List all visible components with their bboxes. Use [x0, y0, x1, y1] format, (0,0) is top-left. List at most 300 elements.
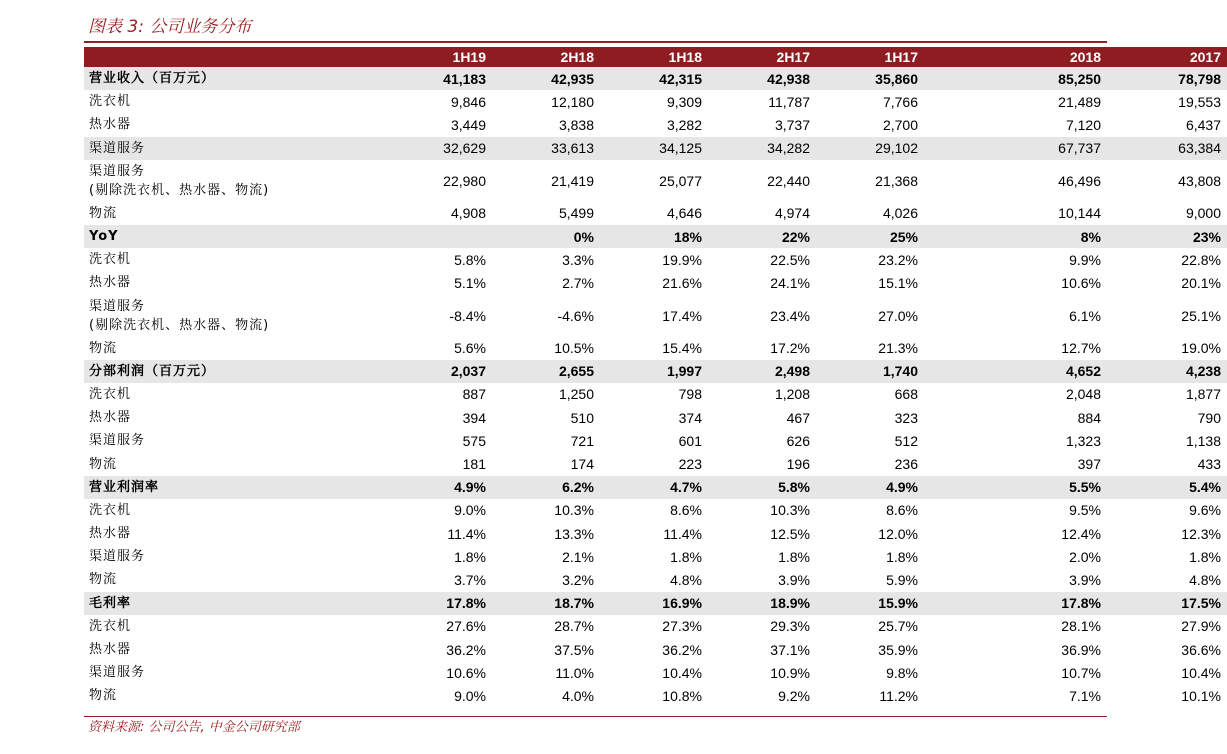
spacer-cell: [924, 615, 987, 638]
table-cell: 19,553: [1178, 93, 1221, 110]
table-cell: 10.8%: [662, 687, 702, 704]
table-cell: 9.2%: [778, 687, 810, 704]
table-cell: 1,997: [666, 363, 702, 380]
table-cell: 32,629: [443, 140, 486, 157]
title-divider: [84, 41, 1107, 43]
table-cell: 9.5%: [1069, 502, 1101, 519]
table-cell: 1.8%: [1189, 548, 1221, 565]
table-cell: 4.0%: [562, 687, 594, 704]
row-label: [84, 568, 384, 591]
table-cell: 23.2%: [878, 251, 918, 268]
table-cell: 36.9%: [1061, 641, 1101, 658]
table-cell: 17.8%: [446, 595, 486, 612]
table-cell: 1.8%: [670, 548, 702, 565]
table-row: [84, 406, 1227, 429]
row-label-line: 渠道服务: [89, 140, 146, 156]
row-label-line: 物流: [89, 688, 118, 704]
row-label: [84, 271, 384, 294]
table-row: [84, 615, 1227, 638]
table-cell: 25.7%: [878, 618, 918, 635]
row-label-line: 洗衣机: [89, 618, 132, 634]
table-cell: 10.3%: [554, 502, 594, 519]
table-cell: 41,183: [443, 70, 486, 87]
table-cell: 22,440: [767, 172, 810, 189]
table-cell: 374: [678, 409, 702, 426]
row-label: [84, 225, 384, 248]
table-cell: 1,138: [1185, 432, 1221, 449]
table-cell: 9.8%: [886, 664, 918, 681]
table-cell: 67,737: [1058, 140, 1101, 157]
table-cell: 17.8%: [1061, 595, 1101, 612]
table-cell: 85,250: [1058, 70, 1101, 87]
table-cell: 236: [894, 456, 918, 473]
table-cell: 223: [678, 456, 702, 473]
spacer-cell: [924, 522, 987, 545]
table-row: [84, 592, 1227, 615]
row-label-line: 洗衣机: [89, 94, 132, 110]
table-cell: 1,877: [1185, 386, 1221, 403]
table-cell: 7,766: [882, 93, 918, 110]
table-cell: 4.7%: [670, 479, 702, 496]
row-label: [84, 452, 384, 475]
spacer-cell: [924, 568, 987, 591]
business-breakdown-table: [84, 47, 1227, 708]
table-cell: 12.0%: [878, 525, 918, 542]
table-cell: 9.6%: [1189, 502, 1221, 519]
table-cell: 3.9%: [778, 571, 810, 588]
table-cell: 12.7%: [1061, 340, 1101, 357]
table-cell: 22.8%: [1181, 251, 1221, 268]
table-cell: 15.9%: [878, 595, 918, 612]
spacer-cell: [924, 406, 987, 429]
table-cell: 36.6%: [1181, 641, 1221, 658]
table-row: [84, 90, 1227, 113]
figure-title: 图表 3: 公司业务分布: [88, 17, 252, 37]
table-cell: 36.2%: [446, 641, 486, 658]
table-cell: 4.8%: [670, 571, 702, 588]
row-label: [84, 545, 384, 568]
table-cell: 21.6%: [662, 274, 702, 291]
table-cell: 9,846: [450, 93, 486, 110]
table-cell: 1,323: [1065, 432, 1101, 449]
row-label-line: 洗衣机: [89, 386, 132, 402]
table-cell: 884: [1077, 409, 1101, 426]
table-cell: 3.7%: [454, 571, 486, 588]
table-row: [84, 248, 1227, 271]
row-label-line: 热水器: [89, 642, 132, 658]
row-label: [84, 337, 384, 360]
table-cell: 668: [894, 386, 918, 403]
table-cell: 3,282: [666, 116, 702, 133]
table-cell: 601: [678, 432, 702, 449]
table-cell: 29,102: [875, 140, 918, 157]
table-cell: 28.7%: [554, 618, 594, 635]
table-cell: 5.8%: [778, 479, 810, 496]
table-cell: 36.2%: [662, 641, 702, 658]
row-label-line: (剔除洗衣机、热水器、物流): [89, 317, 270, 333]
table-cell: 12,180: [551, 93, 594, 110]
row-label: [84, 295, 384, 337]
table-cell: 43,808: [1178, 172, 1221, 189]
table-cell: 887: [462, 386, 486, 403]
table-cell: 17.4%: [662, 307, 702, 324]
row-label-line: 渠道服务: [89, 549, 146, 565]
table-row: [84, 476, 1227, 499]
spacer-cell: [924, 592, 987, 615]
row-label: [84, 113, 384, 136]
table-cell: 790: [1197, 409, 1221, 426]
table-cell: 626: [786, 432, 810, 449]
table-row: [84, 113, 1227, 136]
table-cell: 5,499: [558, 205, 594, 222]
spacer-cell: [924, 476, 987, 499]
table-cell: 21,419: [551, 172, 594, 189]
table-cell: 5.1%: [454, 274, 486, 291]
table-cell: 10.6%: [446, 664, 486, 681]
column-header: 1H17: [884, 49, 918, 65]
table-cell: 46,496: [1058, 172, 1101, 189]
table-cell: 7.1%: [1069, 687, 1101, 704]
table-cell: 17.5%: [1181, 595, 1221, 612]
column-header: 2017: [1189, 49, 1221, 65]
table-cell: 23%: [1192, 228, 1221, 245]
table-cell: 3,838: [558, 116, 594, 133]
table-cell: 18.9%: [770, 595, 810, 612]
table-cell: 22,980: [443, 172, 486, 189]
column-header: 2H17: [776, 49, 810, 65]
table-cell: 6.1%: [1069, 307, 1101, 324]
table-cell: 15.4%: [662, 340, 702, 357]
table-row: [84, 522, 1227, 545]
table-cell: [384, 225, 492, 248]
row-label: [84, 137, 384, 160]
table-cell: 9.0%: [454, 687, 486, 704]
spacer-cell: [924, 90, 987, 113]
table-cell: 0%: [573, 228, 594, 245]
row-label-line: 分部利润（百万元）: [89, 363, 216, 379]
table-cell: 35.9%: [878, 641, 918, 658]
table-cell: 12.3%: [1181, 525, 1221, 542]
table-cell: 2,037: [450, 363, 486, 380]
table-cell: 27.3%: [662, 618, 702, 635]
table-cell: 19.0%: [1181, 340, 1221, 357]
row-label-line: 热水器: [89, 526, 132, 542]
table-cell: 798: [678, 386, 702, 403]
table-cell: 7,120: [1065, 116, 1101, 133]
table-cell: 3,737: [774, 116, 810, 133]
table-cell: 4,238: [1185, 363, 1221, 380]
spacer-cell: [924, 113, 987, 136]
table-cell: 181: [462, 456, 486, 473]
table-row: [84, 295, 1227, 337]
row-label: [84, 638, 384, 661]
column-header: 2H18: [560, 49, 594, 65]
table-cell: 10.7%: [1061, 664, 1101, 681]
spacer-cell: [924, 160, 987, 202]
spacer-cell: [924, 337, 987, 360]
table-cell: 21,368: [875, 172, 918, 189]
table-cell: 10.3%: [770, 502, 810, 519]
table-cell: 9.9%: [1069, 251, 1101, 268]
row-label: [84, 661, 384, 684]
table-cell: 2,700: [882, 116, 918, 133]
table-cell: 2.1%: [562, 548, 594, 565]
table-cell: 8.6%: [670, 502, 702, 519]
row-label-line: 热水器: [89, 410, 132, 426]
row-label-line: 物流: [89, 456, 118, 472]
table-cell: 11.4%: [447, 525, 486, 542]
row-label: [84, 406, 384, 429]
table-cell: 18%: [673, 228, 702, 245]
table-cell: 37.5%: [554, 641, 594, 658]
table-cell: 28.1%: [1061, 618, 1101, 635]
table-cell: 4.9%: [454, 479, 486, 496]
spacer-cell: [924, 67, 987, 90]
table-cell: 37.1%: [770, 641, 810, 658]
table-cell: 4,026: [882, 205, 918, 222]
table-cell: 433: [1197, 456, 1221, 473]
table-cell: 5.6%: [454, 340, 486, 357]
table-row: [84, 499, 1227, 522]
table-cell: 34,282: [767, 140, 810, 157]
table-cell: 1,208: [774, 386, 810, 403]
table-cell: 10.1%: [1181, 687, 1221, 704]
table-cell: 27.0%: [878, 307, 918, 324]
row-label-line: 营业利润率: [89, 479, 160, 495]
spacer-cell: [924, 383, 987, 406]
row-label-line: 物流: [89, 572, 118, 588]
table-cell: 6.2%: [562, 479, 594, 496]
table-row: [84, 383, 1227, 406]
row-label-line: 热水器: [89, 117, 132, 133]
column-header: 1H18: [668, 49, 702, 65]
table-cell: 42,315: [659, 70, 702, 87]
table-row: [84, 661, 1227, 684]
column-header: 2018: [1069, 49, 1101, 65]
table-cell: 3.9%: [1069, 571, 1101, 588]
table-cell: 10.4%: [1181, 664, 1221, 681]
table-cell: 5.9%: [886, 571, 918, 588]
row-label: [84, 615, 384, 638]
table-row: [84, 684, 1227, 707]
table-cell: 5.4%: [1189, 479, 1221, 496]
table-cell: 4,908: [450, 205, 486, 222]
row-label-line: 毛利率: [89, 595, 132, 611]
table-cell: 27.9%: [1181, 618, 1221, 635]
table-cell: 13.3%: [554, 525, 594, 542]
table-cell: 394: [462, 409, 486, 426]
table-row: [84, 452, 1227, 475]
table-row: [84, 545, 1227, 568]
table-row: [84, 202, 1227, 225]
table-cell: 63,384: [1178, 140, 1221, 157]
table-cell: 4,652: [1065, 363, 1101, 380]
table-cell: 2,655: [558, 363, 594, 380]
table-row: [84, 638, 1227, 661]
table-row: [84, 360, 1227, 383]
table-cell: 25%: [889, 228, 918, 245]
table-cell: 35,860: [875, 70, 918, 87]
table-cell: 10.6%: [1061, 274, 1101, 291]
table-cell: 9.0%: [454, 502, 486, 519]
table-cell: 10.4%: [662, 664, 702, 681]
table-cell: 721: [570, 432, 594, 449]
table-cell: 3.2%: [562, 571, 594, 588]
row-label: [84, 202, 384, 225]
table-cell: 512: [894, 432, 918, 449]
spacer-cell: [924, 545, 987, 568]
row-label: [84, 476, 384, 499]
spacer-cell: [924, 225, 987, 248]
table-cell: 1.8%: [778, 548, 810, 565]
table-cell: 18.7%: [554, 595, 594, 612]
row-label-line: 渠道服务: [89, 298, 146, 314]
table-cell: 21.3%: [878, 340, 918, 357]
spacer-cell: [924, 248, 987, 271]
row-label: [84, 684, 384, 707]
table-cell: 467: [786, 409, 810, 426]
table-cell: 510: [570, 409, 594, 426]
table-cell: 29.3%: [770, 618, 810, 635]
spacer-cell: [924, 684, 987, 707]
spacer-cell: [924, 429, 987, 452]
table-cell: 42,935: [551, 70, 594, 87]
table-cell: 33,613: [551, 140, 594, 157]
row-label: [84, 499, 384, 522]
table-cell: 2,498: [774, 363, 810, 380]
row-label-line: 渠道服务: [89, 433, 146, 449]
table-row: [84, 568, 1227, 591]
row-label-line: 渠道服务: [89, 665, 146, 681]
column-header: [84, 47, 384, 67]
table-row: [84, 137, 1227, 160]
table-cell: 11.4%: [663, 525, 702, 542]
table-cell: 3,449: [450, 116, 486, 133]
row-label: [84, 522, 384, 545]
spacer-cell: [924, 638, 987, 661]
table-cell: 174: [570, 456, 594, 473]
table-cell: 10.5%: [554, 340, 594, 357]
table-row: [84, 429, 1227, 452]
table-cell: 8.6%: [886, 502, 918, 519]
row-label-line: 热水器: [89, 275, 132, 291]
table-cell: 4,974: [774, 205, 810, 222]
table-cell: 9,309: [666, 93, 702, 110]
table-cell: 78,798: [1178, 70, 1221, 87]
table-cell: 25.1%: [1181, 307, 1221, 324]
table-cell: 12.5%: [770, 525, 810, 542]
table-cell: 4.9%: [886, 479, 918, 496]
table-cell: 19.9%: [662, 251, 702, 268]
table-header-row: [84, 47, 1227, 67]
column-header: [924, 47, 987, 67]
spacer-cell: [924, 360, 987, 383]
table-cell: 27.6%: [446, 618, 486, 635]
row-label-line: YoY: [89, 229, 119, 245]
table-cell: 22%: [781, 228, 810, 245]
table-cell: 5.5%: [1069, 479, 1101, 496]
row-label-line: 渠道服务: [89, 163, 146, 179]
table-cell: 1.8%: [454, 548, 486, 565]
table-cell: 8%: [1080, 228, 1101, 245]
row-label: [84, 67, 384, 90]
table-cell: 24.1%: [770, 274, 810, 291]
table-cell: 4.8%: [1189, 571, 1221, 588]
spacer-cell: [924, 452, 987, 475]
row-label: [84, 248, 384, 271]
table-cell: 1.8%: [886, 548, 918, 565]
table-cell: 575: [462, 432, 486, 449]
table-cell: 5.8%: [454, 251, 486, 268]
row-label: [84, 360, 384, 383]
table-cell: 34,125: [659, 140, 702, 157]
row-label: [84, 383, 384, 406]
row-label-line: 物流: [89, 205, 118, 221]
table-cell: 17.2%: [770, 340, 810, 357]
table-cell: 12.4%: [1061, 525, 1101, 542]
table-cell: 42,938: [767, 70, 810, 87]
row-label-line: 营业收入（百万元）: [89, 71, 216, 87]
table-row: [84, 225, 1227, 248]
table-cell: 2.0%: [1069, 548, 1101, 565]
table-cell: 20.1%: [1181, 274, 1221, 291]
table-cell: -8.4%: [449, 307, 486, 324]
table-cell: 16.9%: [662, 595, 702, 612]
table-cell: 25,077: [659, 172, 702, 189]
table-cell: 22.5%: [770, 251, 810, 268]
table-cell: 1,740: [882, 363, 918, 380]
table-cell: 2,048: [1065, 386, 1101, 403]
table-cell: 23.4%: [770, 307, 810, 324]
spacer-cell: [924, 202, 987, 225]
table-row: [84, 271, 1227, 294]
table-cell: 196: [786, 456, 810, 473]
table-cell: 21,489: [1058, 93, 1101, 110]
table-cell: 11,787: [768, 93, 810, 110]
row-label-line: 洗衣机: [89, 502, 132, 518]
row-label: [84, 429, 384, 452]
table-cell: 11.2%: [879, 687, 918, 704]
table-cell: 3.3%: [562, 251, 594, 268]
table-row: [84, 337, 1227, 360]
table-cell: 9,000: [1185, 205, 1221, 222]
spacer-cell: [924, 295, 987, 337]
table-row: [84, 67, 1227, 90]
table-cell: 2.7%: [562, 274, 594, 291]
spacer-cell: [924, 499, 987, 522]
table-cell: 10,144: [1058, 205, 1101, 222]
row-label-line: (剔除洗衣机、热水器、物流): [89, 182, 270, 198]
column-header: 1H19: [452, 49, 486, 65]
row-label: [84, 592, 384, 615]
table-cell: 15.1%: [878, 274, 918, 291]
row-label-line: 物流: [89, 340, 118, 356]
table-cell: 4,646: [666, 205, 702, 222]
row-label: [84, 160, 384, 202]
table-row: [84, 160, 1227, 202]
row-label: [84, 90, 384, 113]
table-cell: 11.0%: [555, 664, 594, 681]
table-cell: -4.6%: [557, 307, 594, 324]
row-label-line: 洗衣机: [89, 252, 132, 268]
spacer-cell: [924, 661, 987, 684]
source-note: 资料来源: 公司公告, 中金公司研究部: [88, 720, 300, 735]
spacer-cell: [924, 271, 987, 294]
table-cell: 1,250: [558, 386, 594, 403]
spacer-cell: [924, 137, 987, 160]
table-cell: 6,437: [1185, 116, 1221, 133]
table-cell: 397: [1077, 456, 1101, 473]
